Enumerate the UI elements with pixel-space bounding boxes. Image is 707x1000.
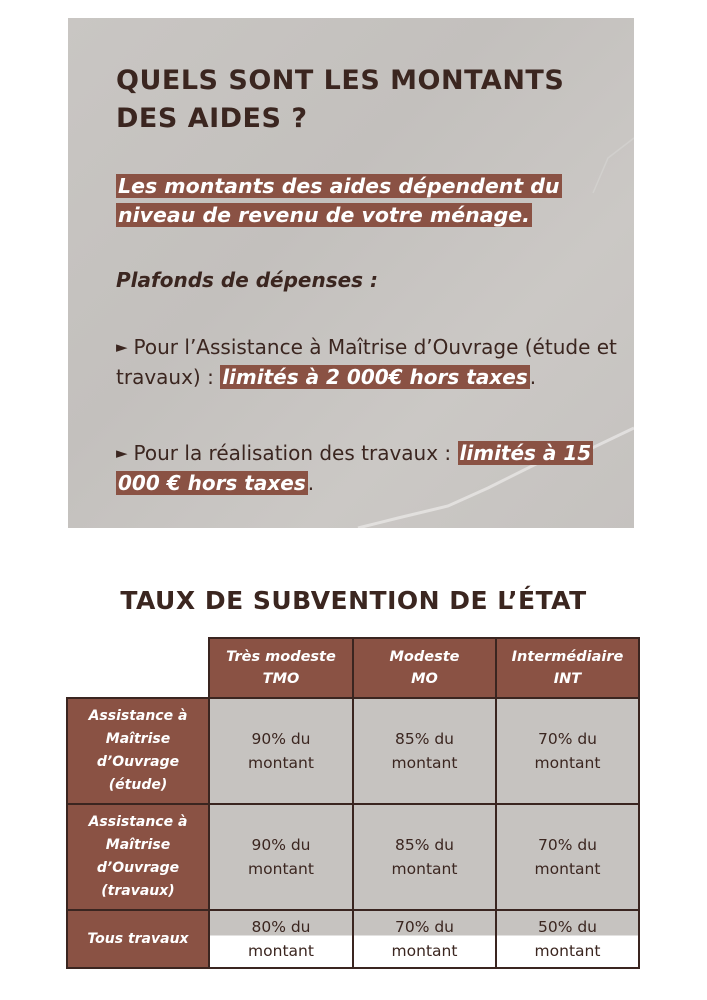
rate-value: 85% du [394,730,455,748]
rate-cell-int [496,910,639,968]
bullet-amo-text: Pour l’Assistance à Maîtrise d’Ouvrage (étude et travaux) : [116,335,617,389]
row-header-line: Tous travaux [87,930,189,947]
rate-value: 50% du [537,918,598,936]
rate-unit: montant [248,942,314,960]
rate-unit: montant [534,942,601,960]
rate-cell-int [496,804,639,910]
column-header-label: Modeste [389,649,460,665]
subsidy-rate-table [66,637,640,969]
column-header-code: TMO [262,671,300,687]
panel-title-line1: QUELS SONT LES MONTANTS [116,65,565,96]
bullet-amo-suffix: . [529,365,537,389]
rate-value: 80% du [251,918,311,936]
row-header-line: d’Ouvrage [96,754,180,770]
bullet-works-suffix: . [307,471,315,495]
rate-cell-mo [353,804,496,910]
column-header-code: INT [553,671,582,687]
rate-unit: montant [248,754,314,772]
bullet-triangle-icon: ► [116,338,128,356]
info-panel [68,18,634,528]
panel-title [116,62,616,138]
rate-cell-mo [353,910,496,968]
row-header-line: (étude) [108,777,168,793]
column-header-mo [353,638,496,698]
rate-unit: montant [534,860,601,878]
rate-value: 90% du [251,836,311,854]
row-header-line: Assistance à [88,708,188,724]
bullet-amo [116,332,634,392]
rate-unit: montant [391,860,458,878]
bullet-works-highlight: limités à 15 000 € hors taxes [118,441,592,495]
rate-value: 70% du [537,730,598,748]
rate-cell-mo [353,698,496,804]
rate-value: 90% du [251,730,311,748]
table-header-row [67,638,639,698]
rate-unit: montant [534,754,601,772]
column-header-code: MO [411,671,438,687]
spending-caps-heading: Plafonds de dépenses : [116,268,379,292]
row-header-all-works [67,910,209,968]
row-header-amo-works [67,804,209,910]
rate-unit: montant [391,942,458,960]
bullet-works [116,438,634,498]
table-row-all-works [67,910,639,968]
rate-unit: montant [391,754,458,772]
row-header-line: Maîtrise [105,837,171,853]
column-header-tmo [209,638,353,698]
rate-value: 70% du [394,918,455,936]
bullet-triangle-icon: ► [116,444,128,462]
intro-text [116,172,616,230]
rate-unit: montant [248,860,314,878]
bullet-amo-highlight: limités à 2 000€ hors taxes [222,365,528,389]
column-header-label: Intermédiaire [511,649,624,665]
row-header-amo-study [67,698,209,804]
intro-highlight: Les montants des aides dépendent du niveau de revenu de votre ménage. [118,174,560,227]
rate-cell-tmo [209,804,353,910]
rate-cell-int [496,698,639,804]
table-title: TAUX DE SUBVENTION DE L’ÉTAT [120,586,587,615]
row-header-line: Maîtrise [105,731,171,747]
bullet-works-text: Pour la réalisation des travaux : [133,441,458,465]
row-header-line: Assistance à [88,814,188,830]
column-header-label: Très modeste [226,649,336,665]
column-header-int [496,638,639,698]
rate-value: 85% du [394,836,455,854]
table-row-amo-works [67,804,639,910]
table-row-amo-study [67,698,639,804]
row-header-line: d’Ouvrage [96,860,180,876]
panel-title-line2: DES AIDES ? [116,103,308,134]
rate-cell-tmo [209,698,353,804]
rate-value: 70% du [537,836,598,854]
row-header-line: (travaux) [101,883,175,899]
rate-cell-tmo [209,910,353,968]
table-corner [67,638,209,698]
